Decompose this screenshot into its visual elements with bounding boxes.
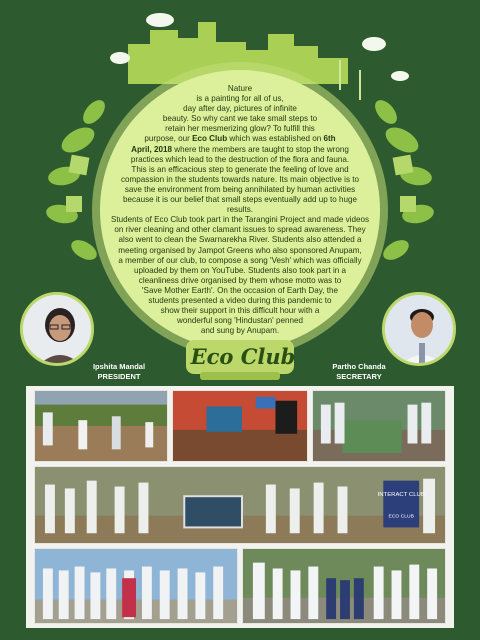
established-date-bold: April, 2018 — [131, 144, 173, 154]
description-line: retain her mesmerizing glow? To fulfill this — [165, 124, 315, 134]
photo-students-assembly — [34, 466, 446, 544]
description-line: save the environment from being annihilated by human activities — [124, 184, 356, 194]
club-name-bold: Eco Club — [192, 134, 228, 144]
description-line: practices which lead to the destruction of the flora and fauna. — [130, 154, 350, 164]
description-line: uploaded by them on YouTube. Students also took part in a — [133, 265, 347, 275]
president-caption — [80, 362, 158, 382]
description-text: which was established on — [227, 134, 324, 144]
president-role: PRESIDENT — [97, 372, 141, 381]
description-line: meeting organised by Jampot Greens who also sponsored Anupam, — [118, 245, 362, 255]
photo-team-outdoor — [34, 548, 238, 624]
description-heading: Nature — [227, 84, 253, 93]
photo-computer-meeting — [172, 390, 308, 462]
secretary-role: SECRETARY — [336, 372, 382, 381]
club-title: Eco Club — [190, 344, 296, 369]
banner-sub-label: ECO CLUB — [388, 514, 414, 520]
banner-label: INTERACT CLUB — [377, 492, 425, 499]
description-line: cleanliness drive organised by them whose motto was to — [138, 275, 342, 285]
description-line: This is an efficacious step to generate the feeling of love and — [131, 164, 349, 174]
description-line — [110, 134, 370, 144]
description-line: beauty. So why cant we take small steps to — [162, 114, 318, 124]
description-line: and sung by Anupam. — [200, 326, 280, 336]
description-line: Students of Eco Club took part in the Tarangini Project and made videos — [110, 215, 370, 225]
secretary-photo — [382, 292, 456, 366]
secretary-name: Partho Chanda — [332, 362, 386, 371]
description-line: show their support in this difficult hour with a — [160, 306, 320, 316]
president-photo — [20, 292, 94, 366]
description-text: where the members are taught to stop the wrong — [172, 144, 349, 154]
description-line — [110, 145, 370, 155]
description-line: because it is our belief that small steps eventually add up to huge results. — [123, 195, 357, 215]
president-name: Ipshita Mandal — [92, 362, 146, 371]
description-line: students presented a video during this pandemic to — [148, 295, 332, 305]
description-line: a member of our club, to compose a song 'Vesh' which was officially — [118, 255, 362, 265]
description-text: purpose, our — [144, 134, 193, 144]
photo-river-cleaning — [34, 390, 168, 462]
description-line: also went to clean the Swarnarekha River. Students also attended a — [118, 235, 362, 245]
description-line: on river cleaning and other clamant issues to spread awareness. They — [114, 225, 366, 235]
description-line: 'Save Mother Earth'. On the occasion of Earth Day, the — [142, 285, 338, 295]
description-line: wonderful song 'Hindustan' penned — [177, 316, 303, 326]
description-line: compassion in the students towards nature. Its main objective is to — [121, 174, 359, 184]
description-line: is a painting for all of us, — [196, 94, 284, 104]
secretary-caption — [314, 362, 404, 382]
established-day-bold: 6th — [323, 134, 336, 144]
photo-group-banner — [312, 390, 446, 462]
photo-team-uniform — [242, 548, 446, 624]
description-line: day after day, pictures of infinite — [183, 104, 297, 114]
club-description — [110, 84, 370, 354]
